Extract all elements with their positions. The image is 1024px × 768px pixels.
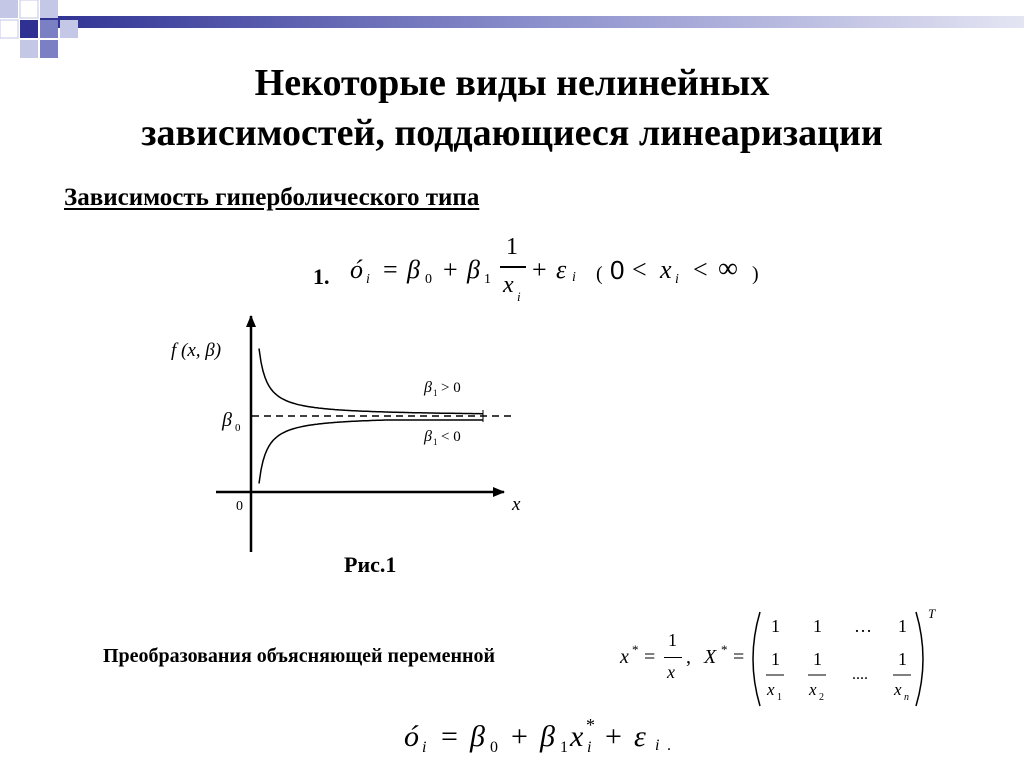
feq-x-star: * bbox=[586, 715, 595, 735]
eq1-domain-zero: 0 bbox=[610, 255, 625, 285]
feq-beta0: β bbox=[470, 720, 485, 753]
eq1-domain-close: ) bbox=[752, 263, 759, 285]
eq1-beta1: β bbox=[467, 255, 480, 284]
tx-xstar: x bbox=[620, 646, 629, 668]
curve-neg-condition: < 0 bbox=[441, 429, 461, 445]
matrix-r2-c2-num: 1 bbox=[813, 649, 822, 669]
feq-beta0-sub: 0 bbox=[490, 739, 498, 756]
curve-pos-beta: β bbox=[424, 379, 432, 396]
feq-y-sub: i bbox=[422, 739, 427, 756]
matrix-r2-c1-num: 1 bbox=[771, 649, 780, 669]
feq-x: x bbox=[570, 720, 584, 753]
feq-beta1: β bbox=[540, 720, 555, 753]
figure-caption: Рис.1 bbox=[344, 552, 397, 577]
matrix-r2-dots: .... bbox=[852, 666, 868, 683]
y-axis-label: f (x, β) bbox=[171, 340, 222, 361]
tx-equals-2: = bbox=[733, 646, 745, 668]
tx-Xstar-star: * bbox=[721, 642, 728, 657]
tx-comma: , bbox=[686, 646, 691, 668]
equation-number: 1. bbox=[313, 264, 330, 289]
eq1-beta0: β bbox=[407, 255, 420, 284]
curve-neg-beta: β bbox=[424, 428, 432, 445]
eq1-beta1-sub: 1 bbox=[484, 272, 491, 287]
eq1-frac-denominator-sub: i bbox=[517, 289, 521, 304]
beta0-tick-sub: 0 bbox=[235, 422, 241, 434]
transformation-label: Преобразования объясняющей переменной bbox=[103, 645, 496, 667]
eq1-domain-infinity: ∞ bbox=[718, 253, 738, 284]
feq-plus: + bbox=[511, 720, 528, 753]
matrix-r2-c2-den: x bbox=[809, 680, 817, 699]
eq1-domain-x: x bbox=[660, 255, 672, 284]
matrix-r1-c2: 1 bbox=[813, 616, 822, 636]
eq1-y-sub: i bbox=[366, 272, 370, 287]
feq-x-sub: i bbox=[587, 739, 592, 756]
beta0-tick-label: β bbox=[222, 409, 232, 431]
feq-epsilon: ε bbox=[634, 720, 646, 753]
matrix-r1-c1: 1 bbox=[771, 616, 780, 636]
eq1-equals: = bbox=[383, 255, 398, 284]
slide-title-line-2: зависимостей, поддающиеся линеаризации bbox=[141, 112, 883, 154]
eq1-plus-2: + bbox=[532, 255, 547, 284]
eq1-epsilon: ε bbox=[556, 255, 567, 284]
tx-xstar-star: * bbox=[632, 642, 639, 657]
matrix-r2-c4-den-sub: n bbox=[904, 692, 909, 703]
matrix-r2-c1-den: x bbox=[767, 680, 775, 699]
matrix-r2-c1-den-sub: 1 bbox=[777, 692, 782, 703]
tx-frac-numerator: 1 bbox=[668, 630, 677, 650]
matrix-r2-c4-den: x bbox=[894, 680, 902, 699]
eq1-domain-open: ( bbox=[596, 263, 603, 285]
matrix-r1-c3: … bbox=[854, 616, 872, 636]
eq1-beta0-sub: 0 bbox=[425, 272, 432, 287]
eq1-epsilon-sub: i bbox=[572, 270, 576, 285]
eq1-domain-lt: < bbox=[632, 255, 647, 284]
eq1-domain-lt-2: < bbox=[693, 255, 708, 284]
eq1-frac-denominator: x bbox=[503, 272, 514, 298]
eq1-domain-x-sub: i bbox=[675, 272, 679, 287]
tx-equals: = bbox=[644, 646, 656, 668]
matrix-transpose: T bbox=[928, 606, 936, 621]
tx-Xstar: X bbox=[704, 646, 717, 668]
tx-frac-denominator: x bbox=[667, 662, 675, 682]
slide-title-line-1: Некоторые виды нелинейных bbox=[254, 62, 770, 104]
feq-y: ó bbox=[404, 720, 419, 753]
curve-pos-sub: 1 bbox=[433, 388, 438, 398]
origin-label: 0 bbox=[236, 499, 243, 514]
eq1-y: ó bbox=[350, 255, 363, 284]
feq-period: . bbox=[667, 737, 671, 754]
matrix-right-paren bbox=[916, 612, 923, 706]
matrix-r2-c2-den-sub: 2 bbox=[819, 692, 824, 703]
eq1-plus: + bbox=[443, 255, 458, 284]
matrix-left-paren bbox=[753, 612, 760, 706]
feq-equals: = bbox=[441, 720, 458, 753]
x-axis-label: x bbox=[512, 494, 521, 515]
eq1-frac-numerator: 1 bbox=[506, 234, 518, 260]
matrix-r2-c4-num: 1 bbox=[898, 649, 907, 669]
feq-beta1-sub: 1 bbox=[560, 739, 568, 756]
section-heading: Зависимость гиперболического типа bbox=[64, 184, 480, 211]
curve-neg-sub: 1 bbox=[433, 437, 438, 447]
feq-epsilon-sub: i bbox=[655, 737, 660, 754]
matrix-r1-c4: 1 bbox=[898, 616, 907, 636]
curve-pos-condition: > 0 bbox=[441, 380, 461, 396]
feq-plus-2: + bbox=[605, 720, 622, 753]
